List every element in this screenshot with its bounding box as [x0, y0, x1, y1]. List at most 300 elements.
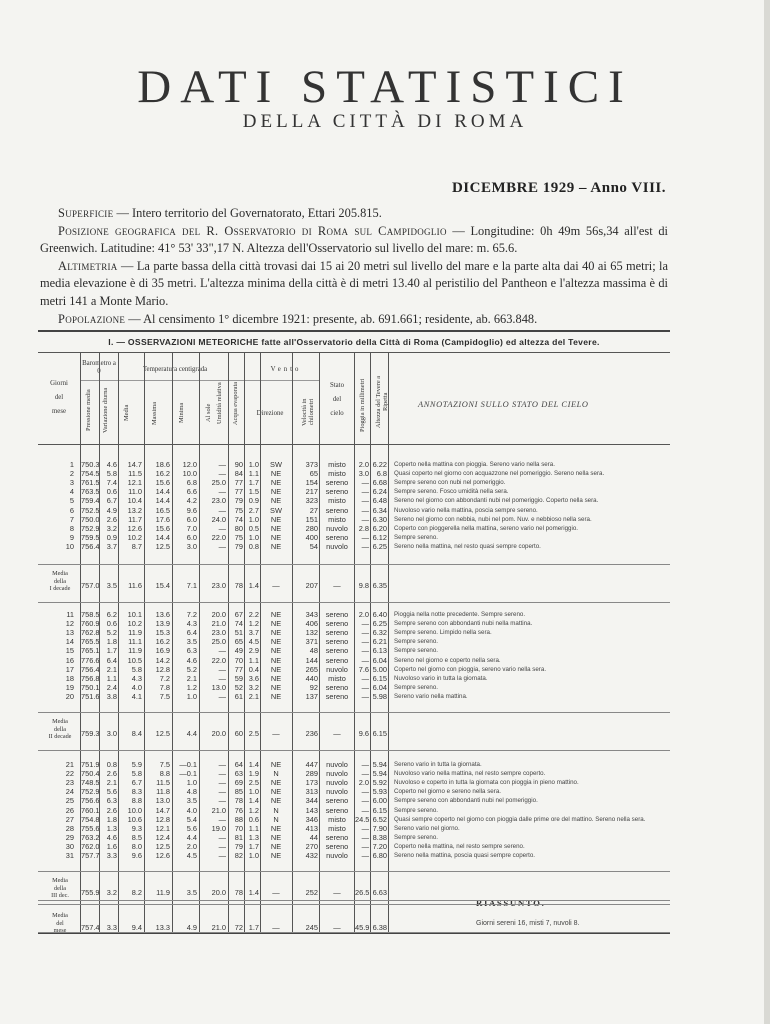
cell-pi: — — [361, 851, 369, 860]
cell-so: 23.0 — [211, 496, 226, 506]
header-pressione: Pressione media — [85, 389, 92, 431]
cell-te: 6.8 — [376, 469, 387, 479]
header-giorni-3: mese — [52, 408, 66, 415]
cell-mi: 6.6 — [186, 487, 197, 497]
superficie-text: — Intero territorio del Governatorato, Ettari 205.815. — [113, 206, 382, 220]
cell-te: 6.63 — [372, 888, 387, 897]
cell-te: 6.68 — [372, 478, 387, 488]
riassunto-title: RIASSUNTO. — [476, 898, 546, 908]
cell-a: 1.7 — [248, 923, 259, 932]
cell-v: 0.8 — [106, 760, 117, 769]
day-number: 21 — [65, 760, 74, 769]
cell-me: 8.0 — [131, 841, 142, 851]
header-stato-1: Stato — [330, 382, 344, 389]
cell-p: 752.5 — [81, 505, 100, 515]
cell-mi: 4.4 — [186, 729, 197, 738]
cell-u: 78 — [234, 888, 243, 897]
cell-dir: NE — [270, 523, 282, 533]
cell-vel: 143 — [305, 805, 318, 815]
cell-ma: 17.6 — [155, 514, 170, 524]
cell-te: 6.35 — [372, 581, 387, 590]
header-stato-3: cielo — [330, 410, 344, 417]
day-number: 16 — [65, 655, 74, 665]
cell-dir: — — [272, 729, 280, 738]
cell-u: 49 — [234, 646, 243, 656]
cell-p: 752.9 — [81, 523, 100, 533]
media-label-line: III dec. — [51, 892, 69, 899]
cell-so: 23.0 — [211, 628, 226, 638]
cell-u: 60 — [234, 729, 243, 738]
cell-vel: 344 — [305, 796, 318, 806]
annotation: Sereno nel giorno con nebbia, nubi nel pom. Nuv. e nebbioso nella sera. — [394, 515, 592, 523]
posizione-label: Posizione geografica del R. Osservatorio di Roma sul Campidoglio — [58, 223, 447, 238]
cell-te: 6.48 — [372, 496, 387, 506]
cell-pi: 24.5 — [355, 814, 370, 824]
cell-me: 10.4 — [127, 496, 142, 506]
cell-st: — — [333, 729, 341, 738]
cell-p: 757.7 — [81, 851, 100, 860]
cell-so: 25.0 — [211, 478, 226, 488]
cell-v: 2.6 — [106, 769, 117, 779]
cell-vel: 207 — [305, 581, 318, 590]
cell-u: 69 — [234, 778, 243, 788]
cell-dir: NE — [270, 682, 282, 692]
header-pioggia: Pioggia in millimetri — [359, 378, 366, 432]
media-label-line: della — [53, 884, 67, 892]
rule-top — [38, 330, 670, 332]
cell-p: 754.5 — [81, 469, 100, 479]
cell-dir: NE — [270, 610, 282, 619]
day-number: 9 — [69, 532, 74, 542]
day-number: 4 — [69, 487, 74, 497]
day-number: 31 — [65, 851, 74, 860]
cell-so: — — [218, 778, 226, 788]
cell-vel: 270 — [305, 841, 318, 851]
cell-ma: 15.4 — [155, 581, 170, 590]
rule-media-bottom — [38, 750, 670, 751]
cell-st: sereno — [325, 841, 349, 851]
cell-pi: 9.6 — [358, 729, 369, 738]
cell-v: 2.1 — [106, 778, 117, 788]
cell-v: 3.8 — [106, 691, 117, 701]
cell-v: 1.1 — [106, 673, 117, 683]
document-title: DATI STATISTICI — [137, 61, 633, 113]
cell-p: 750.0 — [81, 514, 100, 524]
media-label-line: della — [53, 725, 67, 733]
cell-te: 6.80 — [372, 851, 387, 860]
header-annotazioni: ANNOTAZIONI SULLO STATO DEL CIELO — [418, 400, 589, 409]
cell-v: 1.8 — [106, 814, 117, 824]
cell-v: 6.3 — [106, 796, 117, 806]
cell-u: 76 — [234, 805, 243, 815]
cell-u: 65 — [234, 637, 243, 647]
cell-st: misto — [328, 460, 346, 469]
cell-dir: NE — [270, 637, 282, 647]
cell-vel: 154 — [305, 478, 318, 488]
cell-me: 12.6 — [127, 523, 142, 533]
cell-v: 3.3 — [106, 851, 117, 860]
day-number: 12 — [65, 619, 74, 629]
cell-te: 6.15 — [372, 729, 387, 738]
cell-te: 6.21 — [372, 637, 387, 647]
cell-so: — — [218, 851, 226, 860]
cell-u: 78 — [234, 581, 243, 590]
cell-p: 759.3 — [81, 729, 100, 738]
cell-v: 3.2 — [106, 523, 117, 533]
cell-pi: 7.6 — [358, 664, 369, 674]
header-tevere: Altezza del Tevere a Ripetta — [375, 375, 389, 429]
day-number: 29 — [65, 832, 74, 842]
annotation: Nuvoloso vario in tutta la giornata. — [394, 674, 488, 682]
cell-me: 8.5 — [131, 832, 142, 842]
cell-te: 6.32 — [372, 628, 387, 638]
cell-pi: — — [361, 823, 369, 833]
cell-te: 5.94 — [372, 760, 387, 769]
altimetria-paragraph — [40, 258, 668, 311]
cell-vel: 280 — [305, 523, 318, 533]
cell-dir: — — [272, 888, 280, 897]
cell-me: 5.9 — [131, 760, 142, 769]
cell-u: 70 — [234, 823, 243, 833]
cell-me: 11.9 — [128, 628, 142, 638]
cell-a: 1.7 — [248, 841, 259, 851]
cell-pi: — — [361, 832, 369, 842]
cell-u: 77 — [234, 664, 243, 674]
cell-mi: 5.4 — [186, 814, 197, 824]
media-label — [40, 570, 80, 593]
cell-p: 763.2 — [81, 832, 100, 842]
cell-te: 6.22 — [372, 460, 387, 469]
cell-so: 21.0 — [211, 619, 226, 629]
cell-ma: 13.3 — [155, 923, 170, 932]
cell-me: 10.5 — [127, 655, 142, 665]
cell-mi: 4.5 — [186, 851, 197, 860]
header-vento: Vento — [270, 366, 302, 373]
cell-a: 1.9 — [248, 769, 259, 779]
cell-so: — — [218, 760, 226, 769]
day-number: 2 — [69, 469, 74, 479]
cell-vel: 289 — [305, 769, 318, 779]
column-rule — [388, 352, 389, 932]
annotation: Sereno nella mattina, nel resto quasi sempre coperto. — [394, 542, 541, 550]
cell-me: 8.7 — [131, 541, 142, 551]
cell-st: sereno — [325, 655, 349, 665]
cell-u: 82 — [234, 851, 243, 860]
media-label-line: II decade — [48, 733, 72, 740]
cell-me: 8.8 — [131, 796, 142, 806]
cell-dir: NE — [270, 487, 282, 497]
cell-a: 2.9 — [248, 646, 259, 656]
cell-te: 6.04 — [372, 682, 387, 692]
cell-te: 6.25 — [372, 619, 387, 629]
cell-mi: 4.8 — [186, 787, 197, 797]
cell-a: 2.5 — [248, 729, 259, 738]
cell-te: 5.94 — [372, 769, 387, 779]
header-giorni — [39, 380, 79, 416]
cell-u: 84 — [234, 469, 243, 479]
cell-st: sereno — [325, 796, 349, 806]
cell-p: 762.8 — [81, 628, 100, 638]
header-giorni-1: Giorni — [50, 380, 68, 387]
cell-ma: 13.9 — [155, 619, 170, 629]
cell-mi: 3.5 — [186, 888, 197, 897]
cell-dir: NE — [270, 778, 282, 788]
cell-st: — — [333, 888, 341, 897]
cell-st: sereno — [325, 805, 349, 815]
cell-v: 3.2 — [106, 888, 117, 897]
cell-vel: 371 — [305, 637, 318, 647]
cell-pi: 9.8 — [358, 581, 369, 590]
cell-v: 6.2 — [106, 610, 117, 619]
cell-p: 763.5 — [81, 487, 100, 497]
cell-me: 10.0 — [127, 805, 142, 815]
cell-a: 1.0 — [248, 787, 259, 797]
cell-v: 6.4 — [106, 655, 117, 665]
cell-te: 6.40 — [372, 610, 387, 619]
cell-u: 78 — [234, 796, 243, 806]
cell-pi: — — [361, 796, 369, 806]
cell-ma: 12.1 — [155, 823, 170, 833]
cell-ma: 7.2 — [159, 673, 170, 683]
day-number: 20 — [65, 691, 74, 701]
day-number: 14 — [65, 637, 74, 647]
cell-vel: 440 — [305, 673, 318, 683]
day-number: 3 — [69, 478, 74, 488]
cell-dir: NE — [270, 478, 282, 488]
cell-ma: 14.2 — [155, 655, 170, 665]
annotation: Coperto nella mattina, nel resto sempre sereno. — [394, 842, 525, 850]
cell-st: nuvolo — [326, 664, 348, 674]
media-label-line: Media — [52, 570, 68, 577]
cell-mi: 6.0 — [186, 532, 197, 542]
cell-ma: 11.5 — [156, 778, 170, 788]
cell-dir: NE — [270, 532, 282, 542]
cell-mi: 3.5 — [186, 637, 197, 647]
cell-ma: 18.6 — [155, 460, 170, 469]
cell-vel: 343 — [305, 610, 318, 619]
cell-p: 752.9 — [81, 787, 100, 797]
cell-a: 3.6 — [248, 673, 259, 683]
annotation: Sempre sereno. — [394, 533, 439, 541]
cell-so: 20.0 — [211, 729, 226, 738]
cell-pi: — — [361, 532, 369, 542]
cell-v: 2.6 — [106, 805, 117, 815]
cell-me: 10.2 — [127, 532, 142, 542]
annotation: Sereno nel giorno e coperto nella sera. — [394, 656, 501, 664]
cell-ma: 16.9 — [155, 646, 170, 656]
cell-pi: 26.5 — [355, 888, 370, 897]
cell-pi: — — [361, 691, 369, 701]
day-number: 1 — [69, 460, 74, 469]
cell-dir: N — [273, 769, 279, 779]
cell-pi: 2.0 — [358, 460, 369, 469]
cell-a: 2.7 — [248, 505, 259, 515]
cell-p: 756.4 — [81, 541, 100, 551]
intro-section — [40, 205, 668, 328]
cell-p: 756.8 — [81, 673, 100, 683]
cell-vel: 144 — [305, 655, 318, 665]
cell-so: — — [218, 469, 226, 479]
annotation: Coperto nella mattina con pioggia. Sereno vario nella sera. — [394, 461, 555, 468]
header-stato — [321, 382, 353, 418]
annotation: Sereno nella mattina, poscia quasi sempre coperto. — [394, 852, 536, 859]
rule-media-bottom — [38, 602, 670, 603]
cell-pi: — — [361, 682, 369, 692]
cell-te: 6.34 — [372, 505, 387, 515]
cell-v: 5.2 — [106, 628, 117, 638]
cell-mi: 10.0 — [182, 469, 197, 479]
cell-a: 1.0 — [248, 851, 259, 860]
cell-p: 760.1 — [81, 805, 100, 815]
cell-st: misto — [328, 514, 346, 524]
cell-st: sereno — [325, 505, 349, 515]
day-number: 15 — [65, 646, 74, 656]
cell-me: 11.7 — [128, 514, 142, 524]
posizione-text: — Longitudine: 0h 49m 56s,34 all'est di Greenwich. Latitudine: 41° 53' 33",17 N. Altezza dell'Osservatorio sul livello del mare: m. 65.6. — [40, 223, 668, 256]
cell-st: sereno — [325, 478, 349, 488]
cell-me: 11.6 — [128, 581, 142, 590]
cell-v: 3.3 — [106, 923, 117, 932]
cell-st: sereno — [325, 610, 349, 619]
cell-ma: 16.2 — [155, 469, 170, 479]
table-section-title: I. — OSSERVAZIONI METEORICHE fatte all'Osservatorio della Città di Roma (Campidoglio) ed altezza del Tevere. — [108, 337, 600, 347]
cell-v: 0.6 — [106, 487, 117, 497]
cell-pi: — — [361, 760, 369, 769]
cell-u: 90 — [234, 460, 243, 469]
annotation: Nuvoloso vario nella mattina, poscia sempre sereno. — [394, 506, 538, 514]
cell-ma: 12.8 — [155, 814, 170, 824]
annotation: Sempre sereno con abbondanti nubi nella mattina. — [394, 620, 533, 628]
cell-st: sereno — [325, 487, 349, 497]
popolazione-text: — Al censimento 1° dicembre 1921: presente, ab. 691.661; residente, ab. 663.848. — [125, 311, 538, 326]
cell-mi: 4.9 — [186, 923, 197, 932]
cell-a: 4.5 — [248, 637, 259, 647]
day-number: 11 — [66, 610, 74, 619]
cell-me: 6.7 — [131, 778, 142, 788]
cell-a: 1.2 — [248, 805, 259, 815]
cell-te: 6.25 — [372, 541, 387, 551]
cell-ma: 12.6 — [155, 851, 170, 860]
altimetria-text: — La parte bassa della città trovasi dai 15 ai 20 metri sul livello del mare e la parte alta dai 40 ai 65 metri; la media elevazione è di 35 metri. L'altezza minima della città è di metri 13.40 al peristilio del Pantheon e l'altezza massima è di metri 141 a Monte Mario. — [40, 258, 668, 308]
cell-a: 3.2 — [248, 682, 259, 692]
cell-ma: 11.8 — [156, 787, 170, 797]
cell-vel: 252 — [305, 888, 318, 897]
day-number: 25 — [65, 796, 74, 806]
cell-u: 79 — [234, 496, 243, 506]
cell-st: nuvolo — [326, 541, 348, 551]
cell-pi: 45.9 — [355, 923, 370, 932]
cell-mi: 3.5 — [186, 796, 197, 806]
cell-a: 1.1 — [248, 655, 259, 665]
cell-st: sereno — [325, 637, 349, 647]
cell-mi: —0.1 — [179, 769, 197, 779]
annotation: Quasi sempre coperto nel giorno con pioggia dalle prime ore del mattino. Sereno nella sera. — [394, 815, 646, 823]
cell-mi: 7.2 — [186, 610, 197, 619]
day-number: 30 — [65, 841, 74, 851]
cell-te: 7.90 — [372, 823, 387, 833]
cell-v: 7.4 — [106, 478, 117, 488]
cell-me: 4.0 — [131, 682, 142, 692]
cell-vel: 413 — [305, 823, 318, 833]
cell-mi: 3.0 — [186, 541, 197, 551]
cell-so: — — [218, 646, 226, 656]
cell-ma: 12.5 — [155, 841, 170, 851]
cell-te: 6.20 — [372, 523, 387, 533]
cell-te: 6.12 — [372, 532, 387, 542]
altimetria-label: Altimetria — [58, 258, 118, 273]
annotation: Sempre sereno. — [394, 647, 439, 655]
cell-p: 757.4 — [81, 923, 100, 932]
annotation: Pioggia nella notte precedente. Sempre sereno. — [394, 611, 526, 618]
cell-mi: 1.2 — [186, 682, 197, 692]
cell-v: 1.3 — [106, 823, 117, 833]
annotation: Nuvoloso e coperto in tutta la giornata con pioggia in pieno mattino. — [394, 779, 579, 787]
cell-dir: NE — [270, 851, 282, 860]
popolazione-label: Popolazione — [58, 311, 126, 326]
cell-v: 2.6 — [106, 514, 117, 524]
meteo-table — [38, 330, 670, 932]
cell-te: 6.15 — [372, 673, 387, 683]
cell-p: 765.5 — [81, 637, 100, 647]
cell-pi: — — [361, 673, 369, 683]
cell-a: 1.0 — [248, 532, 259, 542]
cell-mi: 4.4 — [186, 832, 197, 842]
cell-a: 2.2 — [248, 610, 259, 619]
cell-so: 21.0 — [211, 805, 226, 815]
cell-me: 10.1 — [127, 610, 142, 619]
cell-pi: — — [361, 487, 369, 497]
cell-pi: — — [361, 514, 369, 524]
cell-te: 7.20 — [372, 841, 387, 851]
cell-u: 59 — [234, 673, 243, 683]
cell-dir: NE — [270, 541, 282, 551]
cell-vel: 236 — [305, 729, 318, 738]
cell-vel: 447 — [305, 760, 318, 769]
cell-te: 8.38 — [372, 832, 387, 842]
header-variazione: Variazione diurna — [102, 387, 109, 433]
cell-me: 9.6 — [131, 851, 142, 860]
cell-p: 750.4 — [81, 769, 100, 779]
cell-dir: NE — [270, 646, 282, 656]
day-number: 19 — [65, 682, 74, 692]
cell-v: 5.6 — [106, 787, 117, 797]
cell-so: 21.0 — [211, 923, 226, 932]
day-number: 27 — [65, 814, 74, 824]
cell-me: 8.2 — [131, 888, 142, 897]
cell-so: 22.0 — [211, 532, 226, 542]
cell-v: 3.0 — [106, 729, 117, 738]
cell-dir: NE — [270, 514, 282, 524]
cell-u: 70 — [234, 655, 243, 665]
posizione-paragraph — [40, 223, 668, 258]
cell-so: 23.0 — [211, 581, 226, 590]
day-number: 8 — [69, 523, 74, 533]
media-label-line: Media — [52, 877, 68, 884]
cell-vel: 65 — [309, 469, 318, 479]
annotation: Nuvoloso vario nella mattina, nel resto sempre coperto. — [394, 770, 546, 778]
cell-te: 5.92 — [372, 778, 387, 788]
cell-v: 2.1 — [106, 664, 117, 674]
cell-pi: — — [361, 637, 369, 647]
media-label-line: della — [53, 577, 67, 585]
cell-p: 776.6 — [81, 655, 100, 665]
cell-ma: 7.5 — [159, 760, 170, 769]
cell-v: 1.7 — [106, 646, 117, 656]
annotation: Sereno vario nel giorno. — [394, 824, 460, 832]
cell-ma: 12.5 — [155, 541, 170, 551]
cell-te: 6.24 — [372, 487, 387, 497]
cell-ma: 16.5 — [155, 505, 170, 515]
